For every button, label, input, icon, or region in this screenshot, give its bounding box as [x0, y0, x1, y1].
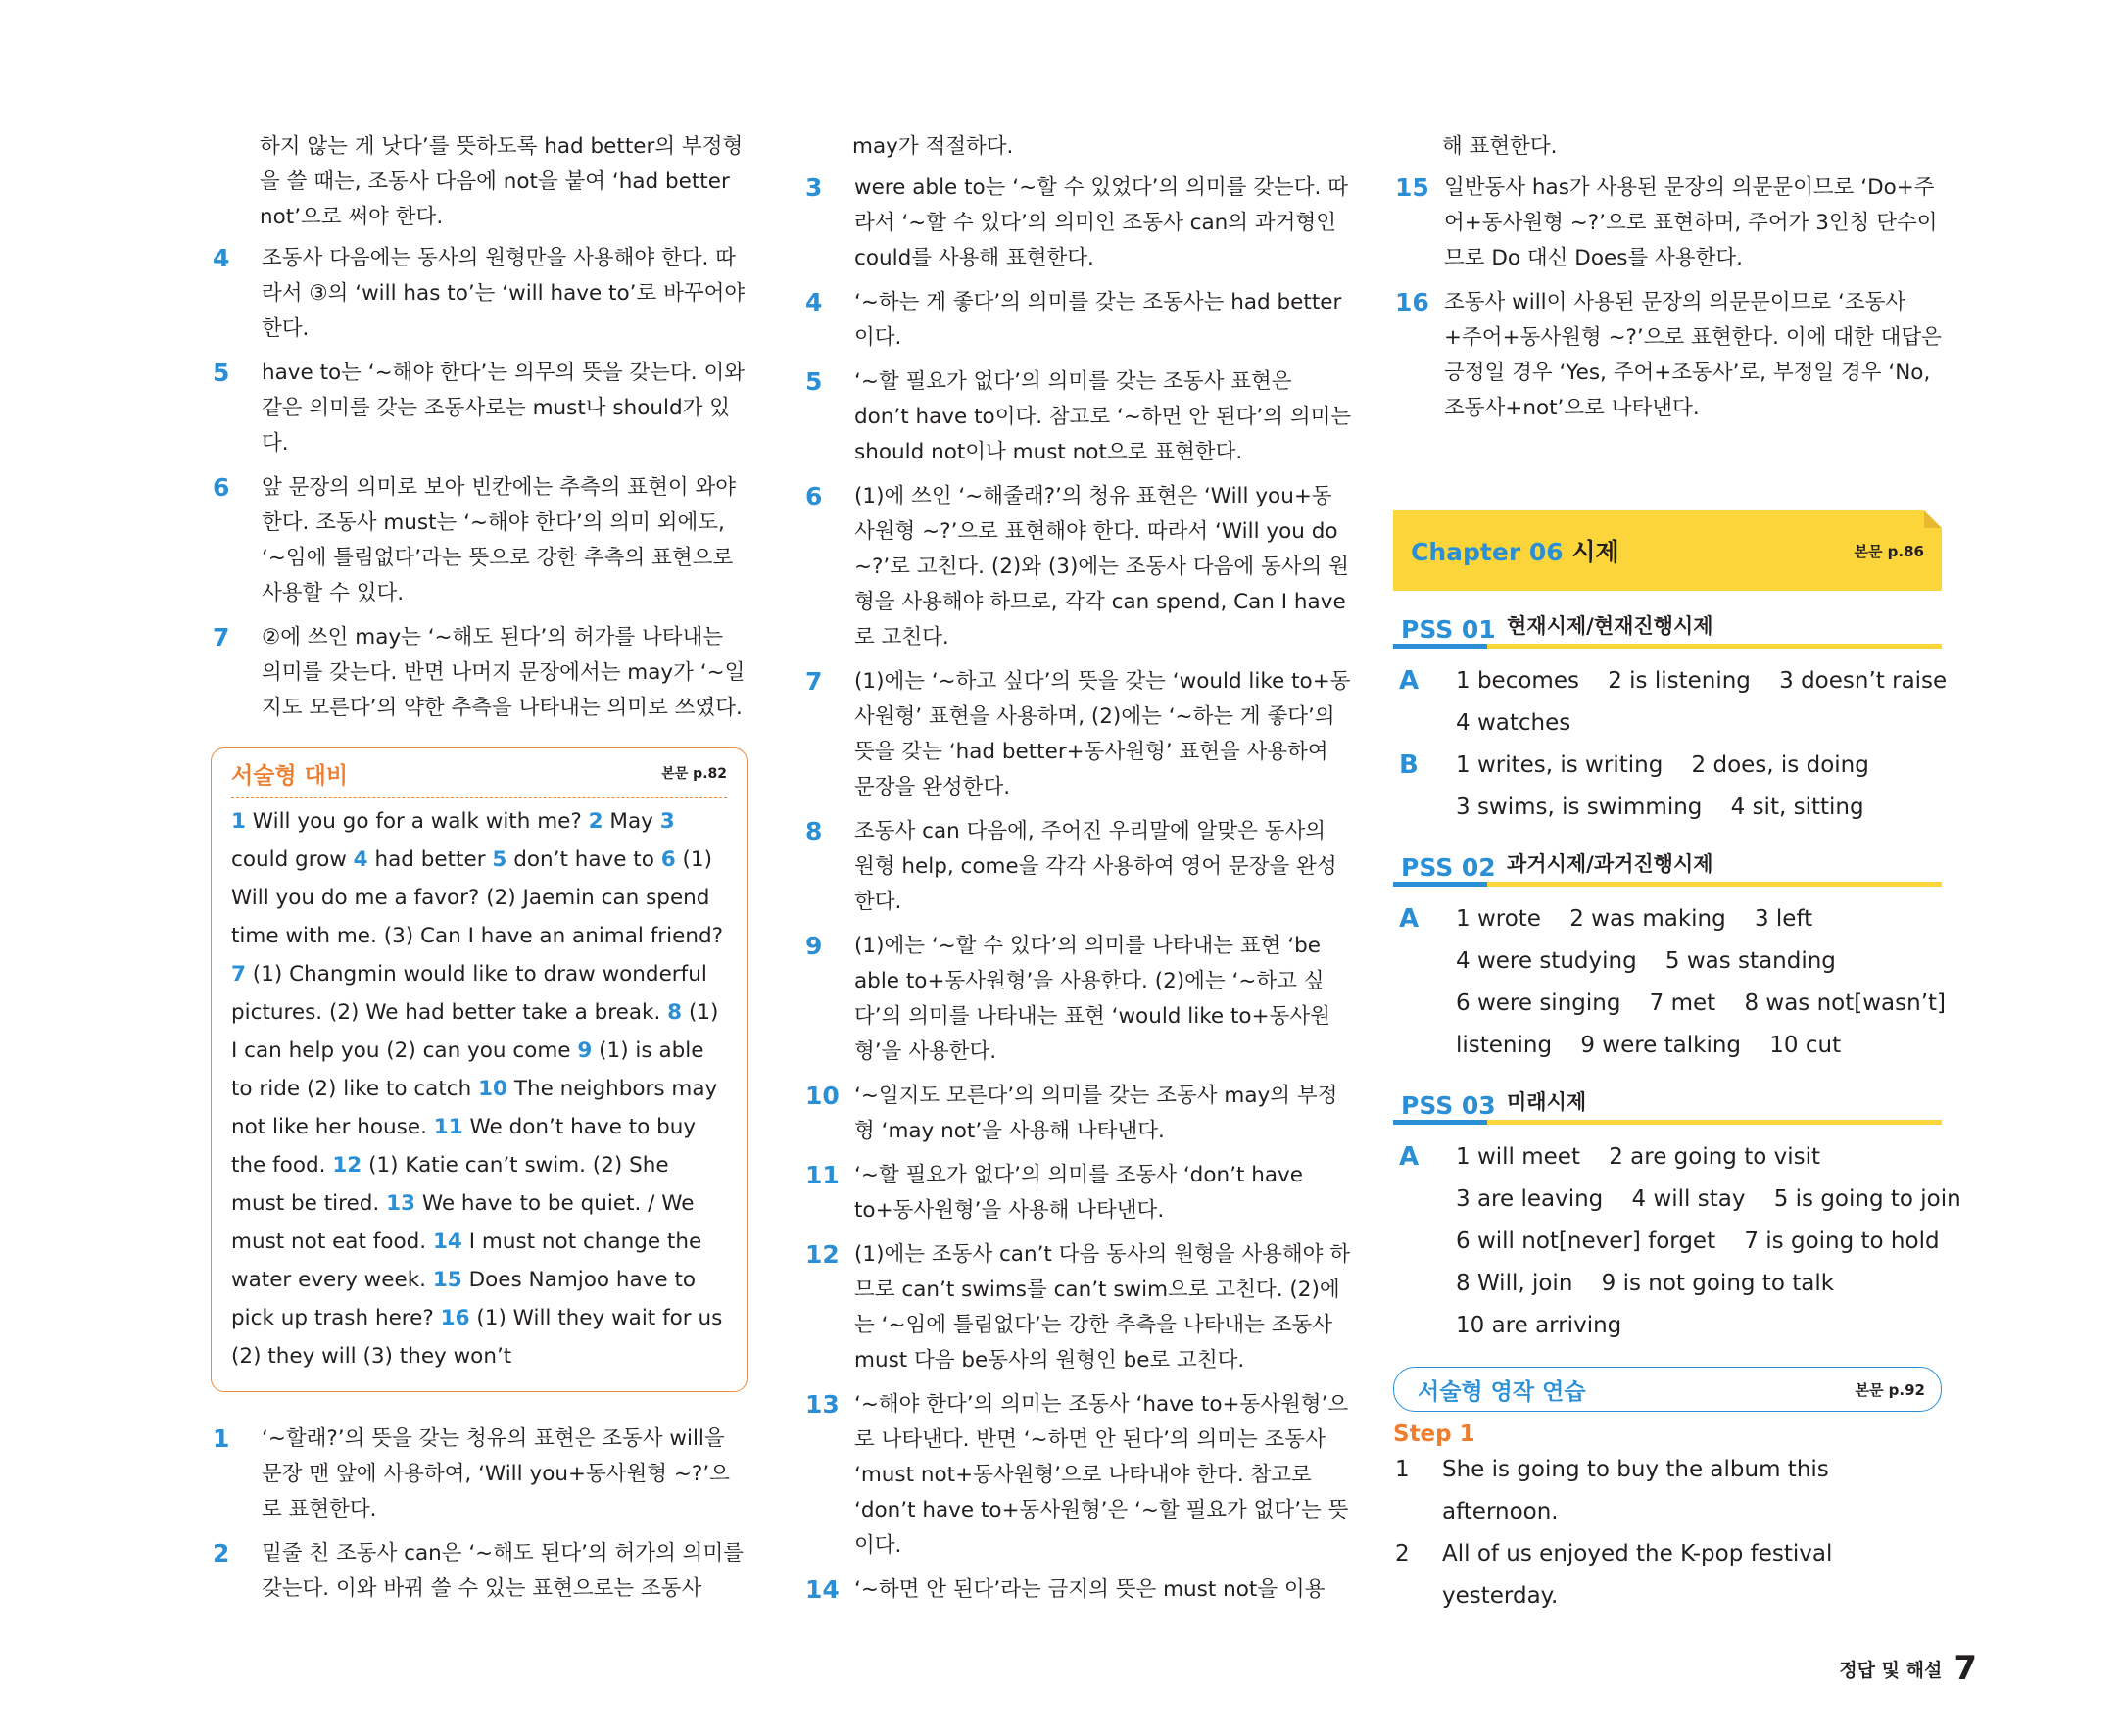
answer-text: We don’t have to buy the food. [231, 1115, 697, 1178]
sentence-number: 2 [1395, 1541, 1410, 1567]
item-number: 4 [805, 288, 823, 316]
answer-text: Does Namjoo have to pick up trash here? [231, 1268, 697, 1330]
sentence-text: She is going to buy the album this afternoon. [1442, 1457, 1829, 1524]
answer-text: (1) Will they wait for us (2) they will (3) they won’t [231, 1306, 723, 1369]
answer-label: A [1399, 904, 1420, 934]
answer-line: 3 are leaving 4 will stay 5 is going to join [1456, 1186, 1961, 1212]
item-number: 13 [805, 1390, 840, 1419]
item-number: 4 [213, 244, 230, 272]
explanation-item [211, 241, 748, 347]
item-number: 9 [805, 932, 823, 960]
intro-text: 하지 않는 게 낫다’를 뜻하도록 had better의 부정형을 쓸 때는, 조동사 다음에 not을 붙여 ‘had better not’으로 써야 한다. [260, 134, 744, 229]
item-text: 일반동사 has가 사용된 문장의 의문문이므로 ‘Do+주어+동사원형 ~?’으로 표현하며, 주어가 3인칭 단수이므로 Do 대신 Does를 사용한다. [1444, 175, 1938, 270]
chapter-title [1411, 533, 1619, 568]
item-number: 7 [213, 623, 230, 651]
answer-text: had better [367, 847, 493, 872]
answer-line: listening 9 were talking 10 cut [1456, 1033, 1842, 1058]
answer-label: A [1399, 1142, 1420, 1172]
item-number: 2 [213, 1539, 230, 1567]
answer-group [1393, 660, 1948, 745]
page-number: 7 [1953, 1649, 1977, 1688]
explanation-item [803, 479, 1352, 655]
answer-label: B [1399, 750, 1419, 780]
item-number: 15 [1395, 173, 1429, 202]
intro-text: 해 표현한다. [1442, 134, 1558, 159]
item-number: 11 [805, 1161, 840, 1189]
item-text: were able to는 ‘~할 수 있었다’의 의미를 갖는다. 따라서 ‘~할 수 있다’의 의미인 조동사 can의 과거형인 could를 사용해 표현한다. [854, 175, 1348, 270]
answer-text: (1) Will you do me a favor? (2) Jaemin can spend time with me. (3) Can I have an animal friend? [231, 847, 724, 948]
answer-text: We have to be quiet. / We must not eat food. [231, 1191, 695, 1254]
answer-group [1393, 1136, 1961, 1347]
answer-group [1393, 898, 1946, 1067]
column-2 [803, 129, 1352, 1616]
answer-line: 6 will not[never] forget 7 is going to hold [1456, 1229, 1940, 1254]
pss-tag: PSS 01 [1401, 615, 1496, 644]
explanation-list [211, 241, 748, 726]
answer-text: I must not change the water every week. [231, 1230, 702, 1292]
explanation-item [211, 470, 748, 611]
explanation-item [803, 1237, 1352, 1378]
item-number: 6 [213, 473, 230, 502]
explanation-item [1393, 170, 1942, 276]
pss-section [1393, 606, 1948, 829]
explanation-item [803, 929, 1352, 1070]
explanation-item [211, 620, 748, 726]
item-number: 1 [213, 1424, 230, 1453]
item-number: 7 [805, 667, 823, 696]
item-text: 앞 문장의 의미로 보아 빈칸에는 추측의 표현이 와야 한다. 조동사 must는 ‘~해야 한다’의 의미 외에도, ‘~임에 틀림없다’라는 뜻으로 강한 추측의 표현으로 사용할 수 있다. [262, 475, 736, 605]
answer-text: (1) is able to ride (2) like to catch [231, 1038, 704, 1101]
answer-line: 1 wrote 2 was making 3 left [1456, 906, 1813, 932]
item-number: 5 [805, 367, 823, 396]
item-number: 8 [805, 817, 823, 845]
explanation-item [211, 1536, 748, 1607]
answer-number: 3 [659, 809, 675, 834]
explanation-list [1393, 170, 1942, 426]
explanation-item [803, 814, 1352, 920]
box-page-ref: 본문 p.82 [661, 766, 727, 782]
pss-title: 미래시제 [1507, 1090, 1587, 1114]
answer-number: 9 [577, 1038, 593, 1063]
sentence-text: All of us enjoyed the K-pop festival yesterday. [1442, 1541, 1833, 1609]
footer-text: 정답 및 해설 [1839, 1659, 1943, 1681]
answer-number: 13 [386, 1191, 415, 1216]
pss-tag: PSS 02 [1401, 853, 1496, 882]
answer-line: 1 becomes 2 is listening 3 doesn’t raise [1456, 668, 1948, 694]
item-text: 밑줄 친 조동사 can은 ‘~해도 된다’의 허가의 의미를 갖는다. 이와 바꿔 쓸 수 있는 표현으로는 조동사 [262, 1541, 744, 1601]
box-header [231, 748, 727, 798]
explanation-item [803, 285, 1352, 356]
item-text: (1)에는 조동사 can’t 다음 동사의 원형을 사용해야 하므로 can’t swims를 can’t swim으로 고친다. (2)에는 ‘~임에 틀림없다’는 강한 추측을 나타내는 조동사 must 다음 be동사의 원형인 be로 고친다. [854, 1242, 1351, 1373]
pss-section [1393, 1083, 1961, 1347]
explanation-item [211, 1422, 748, 1527]
answer-group [1393, 745, 1942, 829]
item-text: ‘~할 필요가 없다’의 의미를 갖는 조동사 표현은 don’t have to이다. 참고로 ‘~하면 안 된다’의 의미는 should not이나 must not으로 표현한다. [854, 369, 1352, 464]
writing-page-ref: 본문 p.92 [1855, 1380, 1925, 1399]
answer-number: 4 [353, 847, 368, 872]
pss-header [1393, 844, 1942, 887]
explanation-item [1393, 285, 1942, 426]
page-footer [1839, 1649, 1977, 1688]
answer-lines [1456, 1136, 1961, 1347]
answer-line: 3 swims, is swimming 4 sit, sitting [1456, 795, 1864, 820]
answer-number: 11 [433, 1115, 463, 1139]
answer-text: (1) Katie can’t swim. (2) She must be tired. [231, 1153, 669, 1216]
answer-line: 10 are arriving [1456, 1313, 1622, 1338]
explanation-item [803, 1158, 1352, 1229]
pss-title: 현재시제/현재진행시제 [1507, 614, 1713, 638]
answer-text: The neighbors may not like her house. [231, 1077, 718, 1139]
item-text: ‘~일지도 모른다’의 의미를 갖는 조동사 may의 부정형 ‘may not’을 사용해 나타낸다. [854, 1084, 1338, 1143]
chapter-number: Chapter 06 [1411, 538, 1564, 566]
essay-prep-box [211, 747, 748, 1392]
intro-text: may가 적절하다. [852, 134, 1014, 159]
answer-label: A [1399, 666, 1420, 696]
box-answers [231, 798, 727, 1375]
item-number: 12 [805, 1240, 840, 1269]
step-sentences [1393, 1449, 1942, 1617]
answer-text: don’t have to [506, 847, 661, 872]
answer-number: 1 [231, 809, 246, 834]
box-title: 서술형 대비 [231, 762, 349, 789]
item-text: ②에 쓰인 may는 ‘~해도 된다’의 허가를 나타내는 의미를 갖는다. 반면 나머지 문장에서는 may가 ‘~일지도 모른다’의 약한 추측을 나타내는 의미로 쓰였다. [262, 625, 746, 720]
answer-number: 7 [231, 962, 246, 987]
answer-line: 4 watches [1456, 710, 1571, 736]
item-number: 5 [213, 359, 230, 387]
answer-line: 6 were singing 7 met 8 was not[wasn’t] [1456, 990, 1946, 1016]
item-number: 16 [1395, 288, 1429, 316]
explanation-item [211, 356, 748, 461]
column-3 [1393, 129, 1961, 1617]
item-number: 14 [805, 1575, 840, 1604]
sentence-item [1393, 1533, 1942, 1617]
explanation-item [803, 1079, 1352, 1149]
answer-number: 10 [478, 1077, 507, 1101]
explanation-list-2 [211, 1422, 748, 1607]
item-number: 10 [805, 1082, 840, 1110]
pss-title: 과거시제/과거진행시제 [1507, 852, 1713, 876]
writing-practice-header [1393, 1367, 1942, 1412]
item-text: ‘~해야 한다’의 의미는 조동사 ‘have to+동사원형’으로 나타낸다. 반면 ‘~하면 안 된다’의 의미는 조동사 ‘must not+동사원형’으로 나타내야 한다. 참고로 ‘don’t have to+동사원형’은 ‘~할 필요가 없다’는 뜻이다. [854, 1392, 1349, 1558]
answer-number: 2 [588, 809, 603, 834]
explanation-item [803, 364, 1352, 470]
pss-header [1393, 606, 1942, 649]
answer-text: could grow [231, 847, 354, 872]
answer-number: 15 [432, 1268, 462, 1292]
answer-number: 12 [332, 1153, 362, 1178]
item-text: 조동사 다음에는 동사의 원형만을 사용해야 한다. 따라서 ③의 ‘will has to’는 ‘will have to’로 바꾸어야 한다. [262, 246, 746, 341]
answer-number: 5 [492, 847, 507, 872]
item-text: ‘~하는 게 좋다’의 의미를 갖는 조동사는 had better이다. [854, 290, 1342, 350]
explanation-item [803, 664, 1352, 805]
answer-number: 16 [440, 1306, 470, 1330]
answer-lines [1456, 660, 1947, 745]
item-text: (1)에는 ‘~할 수 있다’의 의미를 나타내는 표현 ‘be able to+동사원형’을 사용한다. (2)에는 ‘~하고 싶다’의 의미를 나타내는 표현 ‘would like to+동사원형’을 사용한다. [854, 934, 1330, 1064]
answer-line: 1 writes, is writing 2 does, is doing [1456, 752, 1869, 778]
sentence-item [1393, 1449, 1942, 1533]
answer-text: (1) Changmin would like to draw wonderful pictures. (2) We had better take a break. [231, 962, 707, 1025]
answer-line: 4 were studying 5 was standing [1456, 948, 1836, 974]
answer-lines [1456, 745, 1942, 829]
answer-line: 1 will meet 2 are going to visit [1456, 1144, 1820, 1170]
item-text: ‘~할래?’의 뜻을 갖는 청유의 표현은 조동사 will을 문장 맨 앞에 사용하여, ‘Will you+동사원형 ~?’으로 표현한다. [262, 1426, 730, 1521]
item-text: 조동사 will이 사용된 문장의 의문문이므로 ‘조동사+주어+동사원형 ~?’으로 표현한다. 이에 대한 대답은 긍정일 경우 ‘Yes, 주어+조동사’로, 부정일 경우 ‘No, 조동사+not’으로 나타낸다. [1444, 290, 1942, 420]
chapter-name: 시제 [1563, 538, 1619, 566]
item-text: have to는 ‘~해야 한다’는 의무의 뜻을 갖는다. 이와 같은 의미를 갖는 조동사로는 must나 should가 있다. [262, 361, 745, 456]
pss-sections [1393, 606, 1961, 1347]
pss-tag: PSS 03 [1401, 1091, 1496, 1120]
explanation-item [803, 1572, 1352, 1608]
pss-header [1393, 1083, 1942, 1125]
explanation-item [803, 1387, 1352, 1564]
chapter-banner [1393, 510, 1942, 591]
answer-lines [1456, 898, 1946, 1067]
chapter-page-ref: 본문 p.86 [1854, 542, 1924, 560]
explanation-list [803, 170, 1352, 1608]
answer-text: May [603, 809, 660, 834]
item-number: 3 [805, 173, 823, 202]
answer-text: Will you go for a walk with me? [245, 809, 589, 834]
writing-title: 서술형 영작 연습 [1418, 1378, 1586, 1405]
item-text: ‘~할 필요가 없다’의 의미를 조동사 ‘don’t have to+동사원형’을 사용해 나타낸다. [854, 1163, 1303, 1223]
step-label: Step 1 [1393, 1422, 1475, 1447]
item-text: 조동사 can 다음에, 주어진 우리말에 알맞은 동사의 원형 help, come을 각각 사용하여 영어 문장을 완성한다. [854, 819, 1337, 914]
sentence-number: 1 [1395, 1457, 1410, 1482]
pss-section [1393, 844, 1946, 1067]
column-1 [211, 129, 748, 1615]
item-text: ‘~하면 안 된다’라는 금지의 뜻은 must not을 이용 [854, 1577, 1326, 1602]
item-number: 6 [805, 482, 823, 510]
answer-text: (1) I can help you (2) can you come [231, 1000, 719, 1063]
answer-line: 8 Will, join 9 is not going to talk [1456, 1271, 1835, 1296]
answer-number: 14 [432, 1230, 462, 1254]
item-text: (1)에는 ‘~하고 싶다’의 뜻을 갖는 ‘would like to+동사원형’ 표현을 사용하며, (2)에는 ‘~하는 게 좋다’의 뜻을 갖는 ‘had better+동사원형’ 표현을 사용하여 문장을 완성한다. [854, 669, 1351, 799]
answer-number: 6 [660, 847, 676, 872]
item-text: (1)에 쓰인 ‘~해줄래?’의 청유 표현은 ‘Will you+동사원형 ~?’으로 표현해야 한다. 따라서 ‘Will you do ~?’로 고친다. (2)와 (3)에는 조동사 다음에 동사의 원형을 사용해야 하므로, 각각 can spend, Can I have로 고친다. [854, 484, 1349, 650]
explanation-item [803, 170, 1352, 276]
answer-number: 8 [667, 1000, 683, 1025]
